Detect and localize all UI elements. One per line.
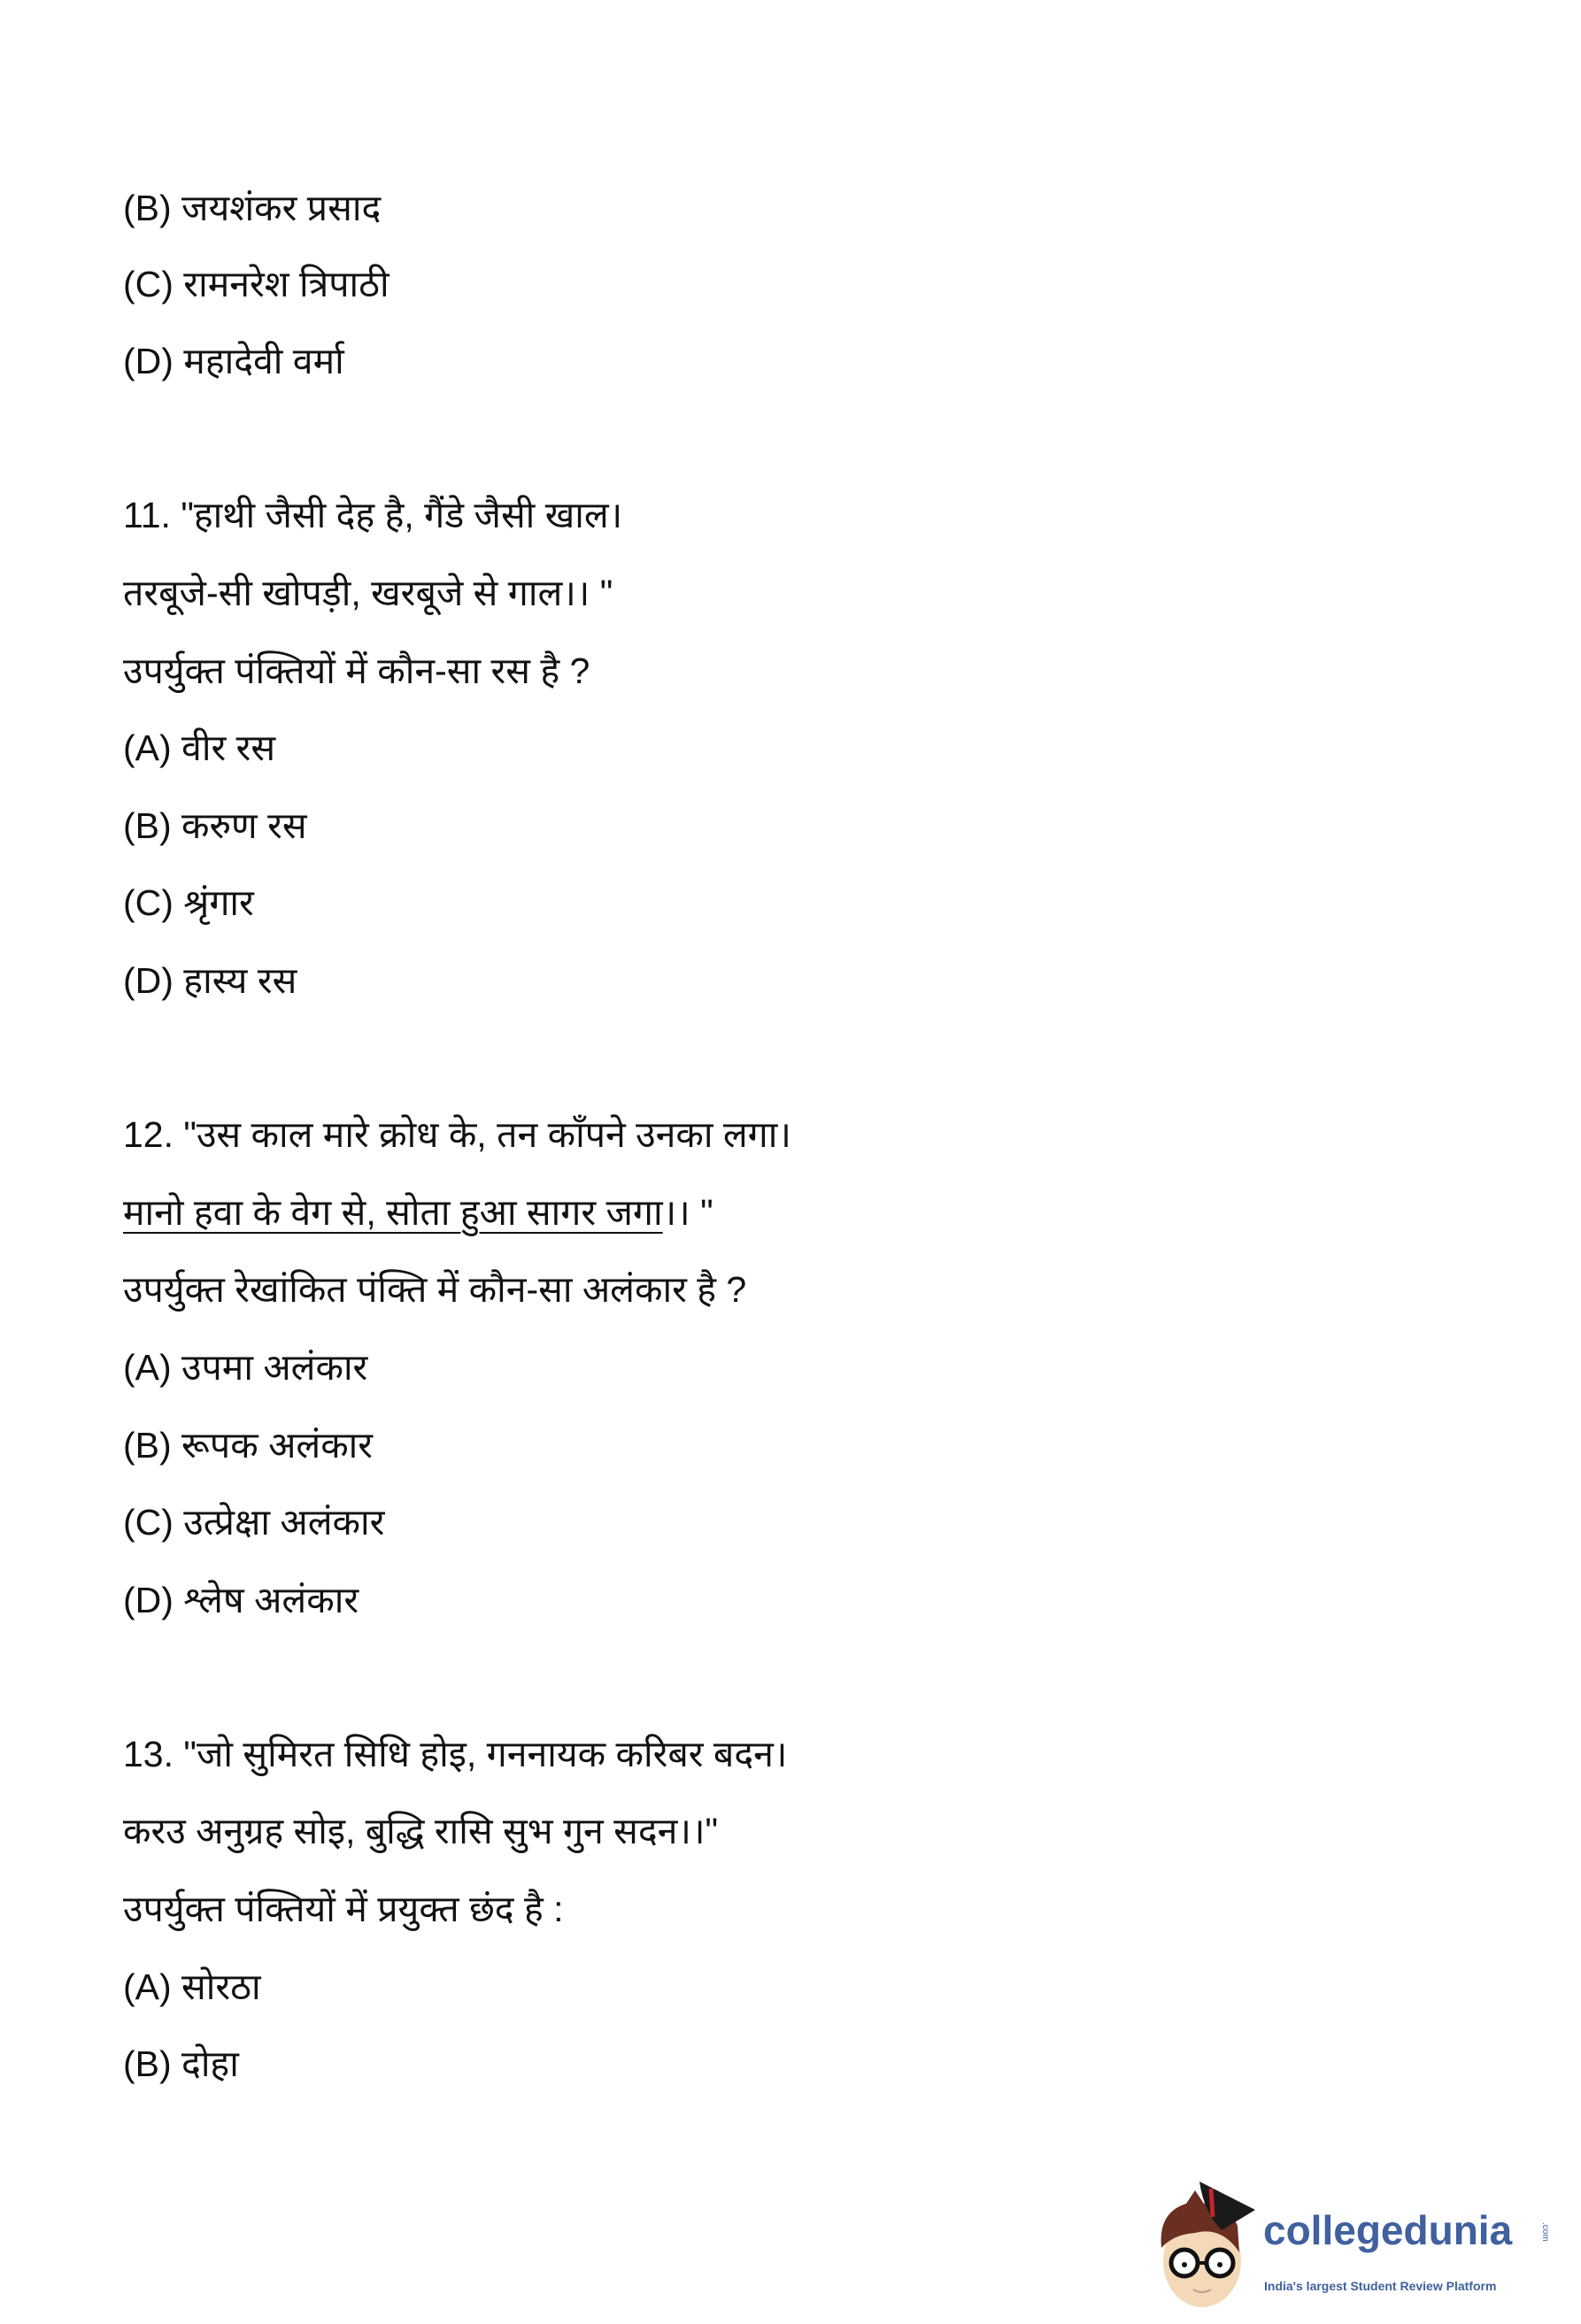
question-12-line3: उपर्युक्त रेखांकित पंक्ति में कौन-सा अलंकार है ? — [123, 1269, 747, 1310]
brand-domain: .com — [1540, 2222, 1550, 2242]
option-11b: (B) करुण रस — [123, 805, 307, 846]
option-11d: (D) हास्य रस — [123, 960, 297, 1001]
student-mascot-icon — [1151, 2164, 1266, 2319]
question-13-line3: उपर्युक्त पंक्तियों में प्रयुक्त छंद है : — [123, 1889, 564, 1929]
option-12d: (D) श्लेष अलंकार — [123, 1580, 359, 1620]
option-11c: (C) श्रृंगार — [123, 882, 254, 923]
question-11-line1: 11. "हाथी जैसी देह है, गैंडे जैसी खाल। — [123, 495, 623, 535]
brand-tagline: India's largest Student Review Platform — [1264, 2279, 1497, 2293]
option-12a: (A) उपमा अलंकार — [123, 1347, 368, 1388]
option-12c: (C) उत्प्रेक्षा अलंकार — [123, 1502, 385, 1543]
collegedunia-logo — [1151, 2164, 1572, 2319]
option-10d: (D) महादेवी वर्मा — [123, 341, 344, 381]
question-13-line2: करउ अनुग्रह सोइ, बुद्धि रासि सुभ गुन सदन।।" — [123, 1811, 719, 1851]
option-11a: (A) वीर रस — [123, 727, 276, 768]
underlined-line: मानो हवा के वेग से, सोता हुआ सागर जगा — [123, 1192, 663, 1233]
question-12-line1: 12. "उस काल मारे क्रोध के, तन काँपने उनका लगा। — [123, 1114, 791, 1155]
question-13-line1: 13. "जो सुमिरत सिधि होइ, गननायक करिबर बदन। — [123, 1734, 788, 1774]
brand-name: collegedunia — [1263, 2207, 1513, 2253]
question-11-line3: उपर्युक्त पंक्तियों में कौन-सा रस है ? — [123, 650, 590, 691]
option-10b: (B) जयशंकर प्रसाद — [123, 188, 382, 228]
question-12-line2 — [123, 1186, 713, 1239]
question-11-line2: तरबूजे-सी खोपड़ी, खरबूजे से गाल।। " — [123, 573, 613, 613]
option-12b: (B) रूपक अलंकार — [123, 1425, 374, 1466]
line-end: ।। " — [662, 1192, 713, 1233]
option-10c: (C) रामनरेश त्रिपाठी — [123, 264, 389, 304]
option-13a: (A) सोरठा — [123, 1966, 261, 2007]
option-13b: (B) दोहा — [123, 2043, 239, 2084]
